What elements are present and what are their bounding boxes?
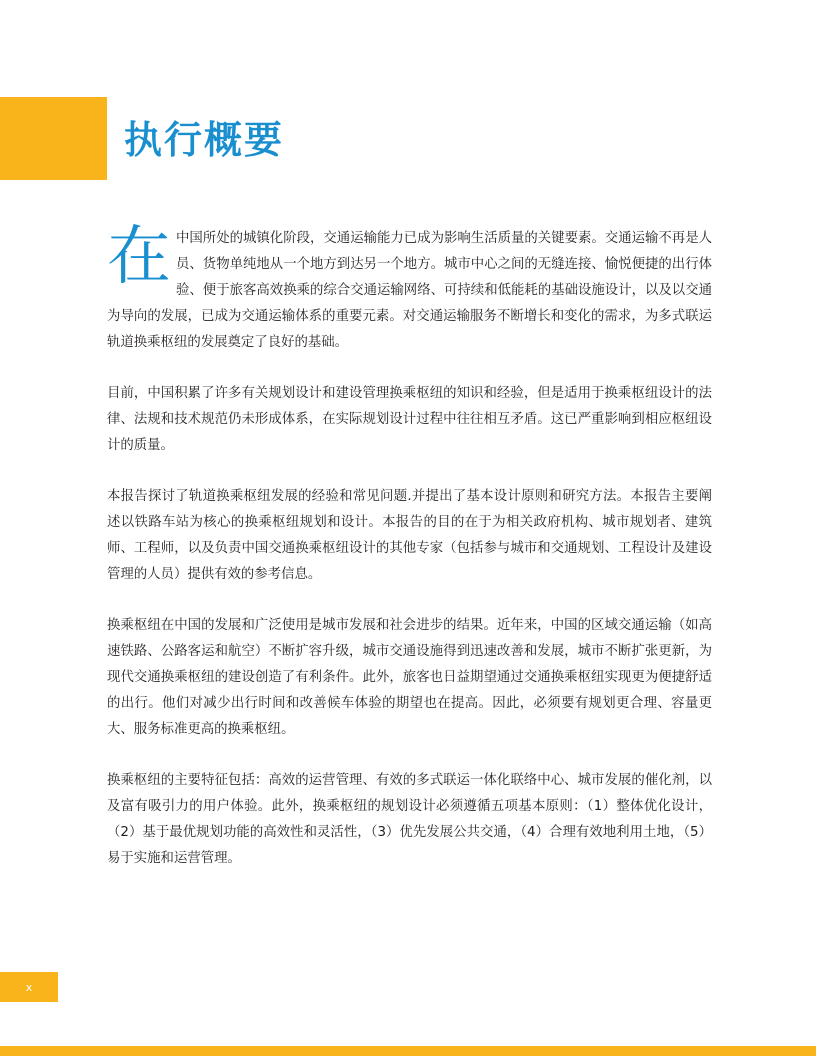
paragraph-2: 目前，中国积累了许多有关规划设计和建设管理换乘枢纽的知识和经验，但是适用于换乘枢纽设计的法律、法规和技术规范仍未形成体系，在实际规划设计过程中往往相互矛盾。这已严重影响到相应枢纽设计的质量。 — [107, 386, 712, 453]
paragraph-1-text: 中国所处的城镇化阶段，交通运输能力已成为影响生活质量的关键要素。交通运输不再是人员、货物单纯地从一个地方到达另一个地方。城市中心之间的无缝连接、愉悦便捷的出行体验、便于旅客高效换乘的综合交通运输网络、可持续和低能耗的基础设施设计，以及以交通为导向的发展，已成为交通运输体系的重要元素。对交通运输服务不断增长和变化的需求，为多式联运轨道换乘枢纽的发展奠定了良好的基础。 — [107, 231, 712, 350]
page-title: 执行概要 — [124, 118, 285, 162]
page-number-box — [0, 972, 58, 1002]
bottom-accent-bar — [0, 1046, 816, 1056]
title-accent-bar — [0, 97, 107, 180]
page-number: x — [25, 980, 33, 994]
paragraph-4: 换乘枢纽在中国的发展和广泛使用是城市发展和社会进步的结果。近年来，中国的区域交通运输（如高速铁路、公路客运和航空）不断扩容升级，城市交通设施得到迅速改善和发展，城市不断扩张更新，为现代交通换乘枢纽的建设创造了有利条件。此外，旅客也日益期望通过交通换乘枢纽实现更为便捷舒适的出行。他们对减少出行时间和改善候车体验的期望也在提高。因此，必须要有规划更合理、容量更大、服务标准更高的换乘枢纽。 — [107, 618, 712, 737]
paragraph-5: 换乘枢纽的主要特征包括：高效的运营管理、有效的多式联运一体化联络中心、城市发展的催化剂，以及富有吸引力的用户体验。此外，换乘枢纽的规划设计必须遵循五项基本原则：（1）整体优化设计，（2）基于最优规划功能的高效性和灵活性，（3）优先发展公共交通，（4）合理有效地利用土地，（5）易于实施和运营管理。 — [107, 773, 712, 866]
drop-cap: 在 — [107, 220, 171, 294]
paragraph-1 — [107, 220, 712, 356]
paragraph-3: 本报告探讨了轨道换乘枢纽发展的经验和常见问题.并提出了基本设计原则和研究方法。本报告主要阐述以铁路车站为核心的换乘枢纽规划和设计。本报告的目的在于为相关政府机构、城市规划者、建筑师、工程师，以及负责中国交通换乘枢纽设计的其他专家（包括参与城市和交通规划、工程设计及建设管理的人员）提供有效的参考信息。 — [107, 489, 712, 582]
body-text — [107, 220, 712, 897]
